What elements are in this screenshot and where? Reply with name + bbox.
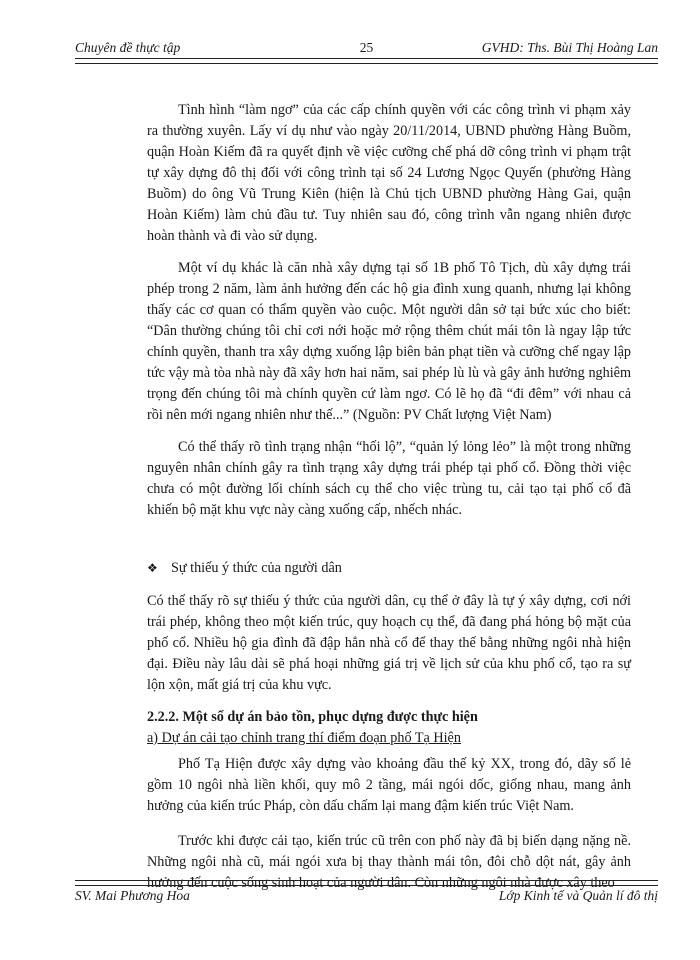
paragraph-5: Phố Tạ Hiện được xây dựng vào khoảng đầu thế kỷ XX, trong đó, dãy số lẻ gồm 10 ngôi nhà liền khối, quy mô 2 tầng, mái ngói dốc, giống nhau, mang ảnh hưởng của kiến trúc Pháp, còn dấu chấm lại mang đậm kiến trúc Việt Nam. (147, 756, 631, 814)
diamond-bullet-icon: ❖ (147, 561, 158, 575)
paragraph-1: Tình hình “làm ngơ” của các cấp chính quyền với các công trình vi phạm xảy ra thường xuyên. Lấy ví dụ như vào ngày 20/11/2014, UBND phường Hàng Buồm, quận Hoàn Kiếm đã ra quyết định về việc cưỡng chế phá dỡ công trình vi phạm trật tự xây dựng đô thị đối với công trình tại số 24 Lương Ngọc Quyến (phường Hàng Buồm) do ông Vũ Trung Kiên (hiện là Chủ tịch UBND phường Hàng Gai, quận Hoàn Kiếm) làm chủ đầu tư. Tuy nhiên sau đó, công trình vẫn ngang nhiên được hoàn thành và đi vào sử dụng. (147, 102, 631, 244)
page-header (75, 38, 658, 60)
footer-student: SV. Mai Phương Hoa (75, 888, 190, 903)
bullet-text: Sự thiếu ý thức của người dân (171, 560, 342, 576)
footer-class: Lớp Kinh tế và Quản lí đô thị (498, 888, 658, 903)
bullet-heading (147, 558, 631, 579)
paragraph-2: Một ví dụ khác là căn nhà xây dựng tại số 1B phố Tô Tịch, dù xây dựng trái phép trong 2 năm, làm ảnh hưởng đến các hộ gia đình xung quanh, nhưng lại không thấy các cơ quan có thẩm quyền vào cuộc. Một người dân sở tại bức xúc cho biết: “Dân thường chúng tôi chỉ cơi nới hoặc mở rộng thêm chút mái tôn là ngay lập tức chính quyền, thanh tra xây dựng xuống lập biên bản phạt tiền và cưỡng chế ngay lập tức vậy mà tòa nhà này đã xây hơn hai năm, sai phép lù lù và gây ảnh hưởng nghiêm trọng đến chúng tôi mà chính quyền cứ làm ngơ. Có lẽ họ đã “đi đêm” với nhau cả rồi nên mới ngang nhiên như thế...” (Nguồn: PV Chất lượng Việt Nam) (147, 260, 631, 423)
header-divider (75, 58, 658, 64)
header-supervisor: GVHD: Ths. Bùi Thị Hoàng Lan (481, 40, 658, 55)
header-course-title: Chuyên đề thực tập (75, 40, 181, 55)
page-number: 25 (359, 40, 374, 55)
footer-divider (75, 880, 658, 886)
subsection-heading (147, 728, 631, 749)
paragraph-4: Có thể thấy rõ sự thiếu ý thức của người dân, cụ thể ở đây là tự ý xây dựng, cơi nới trái phép, không theo một kiến trúc, quy hoạch cụ thể, đã đang phá hỏng bộ mặt của phố cổ. Nhiều hộ gia đình đã đập hẳn nhà cổ để thay thế bằng những ngôi nhà hiện đại. Điều này lâu dài sẽ phá hoại những giá trị về lịch sử của khu phố cổ, tạo ra sự lộn xộn, mất giá trị của khu vực. (147, 593, 631, 693)
paragraph-3: Có thể thấy rõ tình trạng nhận “hối lộ”, “quản lý lỏng lẻo” là một trong những nguyên nhân chính gây ra tình trạng xây dựng trái phép tại phố cổ. Đồng thời việc chưa có một đường lối chính sách cụ thể cho việc trùng tu, cải tạo tại phố cổ đã khiến bộ mặt khu vực này càng xuống cấp, nhếch nhác. (147, 439, 631, 518)
subsection-title: a) Dự án cải tạo chỉnh trang thí điểm đoạn phố Tạ Hiện (147, 730, 461, 746)
page-body (147, 100, 631, 894)
paragraph-6: Trước khi được cải tạo, kiến trúc cũ trên con phố này đã bị biến dạng nặng nề. Những ngôi nhà cũ, mái ngói xưa bị thay thành mái tôn, đôi chỗ dột nát, gây ảnh hưởng đến cuộc sống sinh hoạt của người dân. Còn những ngôi nhà được xây theo (147, 833, 631, 891)
section-heading: 2.2.2. Một số dự án bảo tồn, phục dựng được thực hiện (147, 709, 478, 725)
